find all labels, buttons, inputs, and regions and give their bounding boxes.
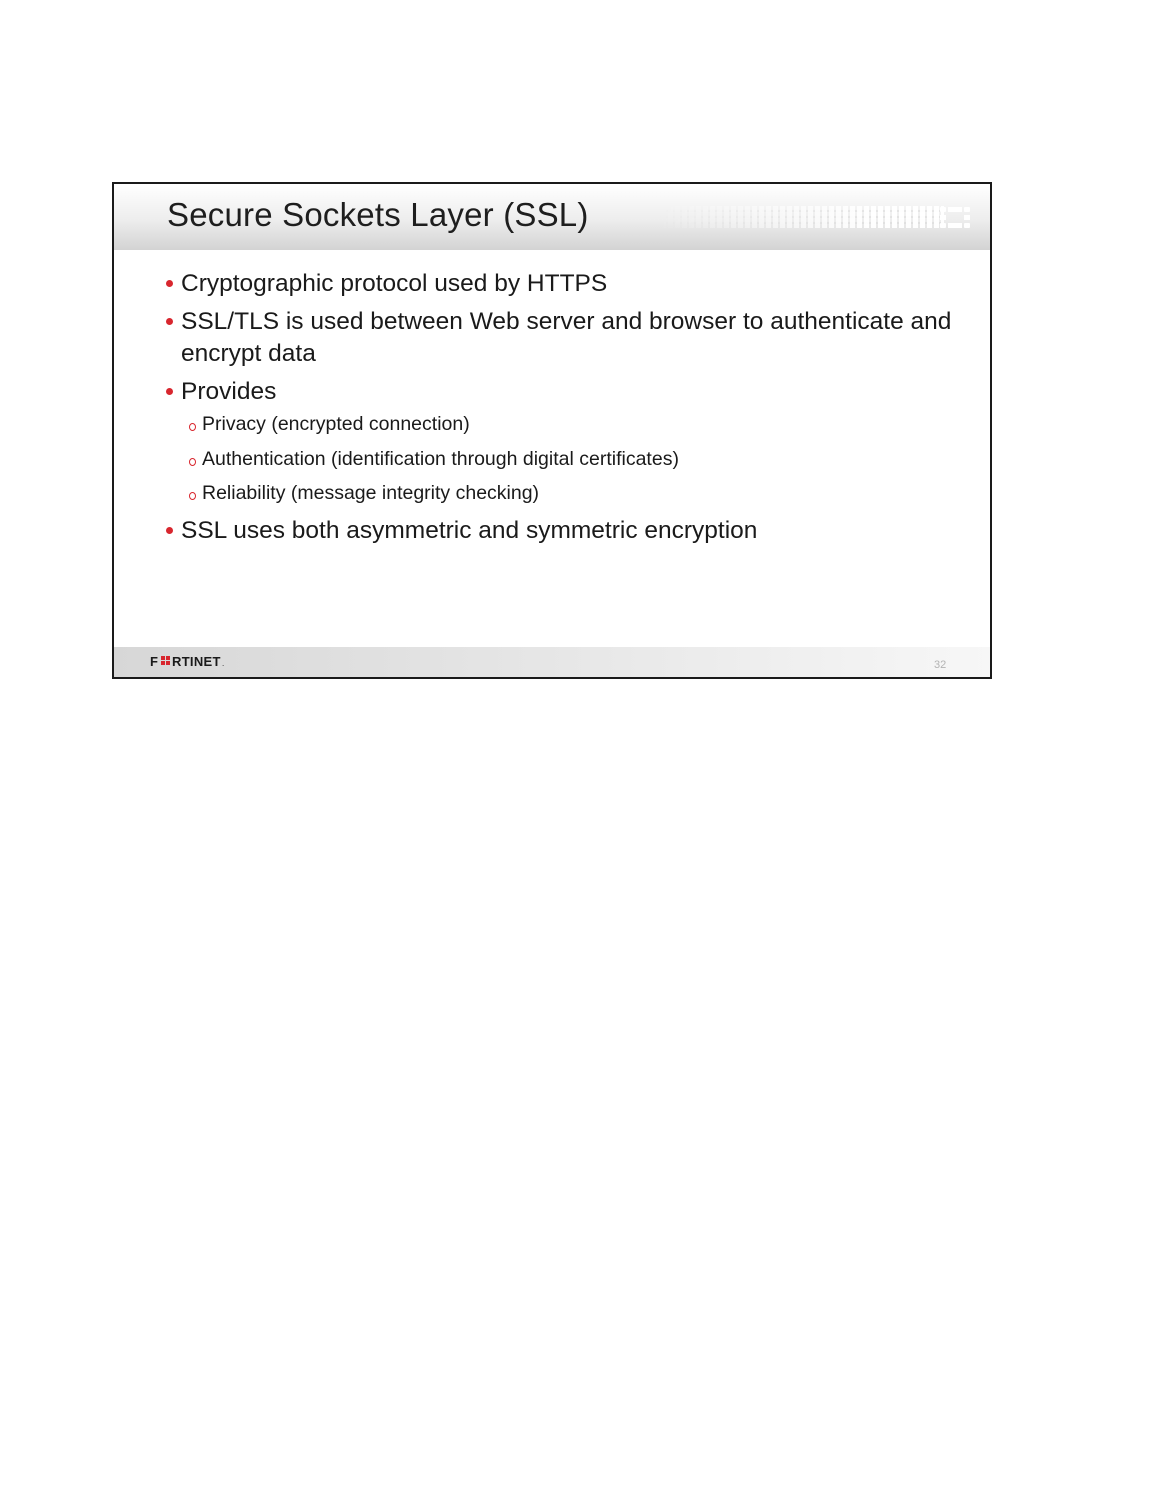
sub-bullet-ring-icon	[189, 492, 196, 500]
sub-bullet-text: Reliability (message integrity checking)	[202, 482, 540, 504]
svg-text:F: F	[150, 654, 159, 668]
bullet-text: SSL uses both asymmetric and symmetric encryption	[181, 516, 758, 544]
bullet-item	[166, 376, 966, 408]
fortinet-logo	[150, 654, 230, 668]
sub-bullet-item	[166, 480, 966, 506]
svg-text:.: .	[222, 659, 225, 668]
svg-text:RTINET: RTINET	[172, 654, 221, 668]
fortinet-brand-icon	[940, 207, 970, 228]
bullet-dot-icon	[166, 280, 173, 287]
bullet-text: Cryptographic protocol used by HTTPS	[181, 270, 608, 297]
slide-header	[114, 184, 990, 250]
header-dot-pattern	[654, 206, 944, 228]
slide-content	[166, 268, 966, 553]
bullet-dot-icon	[166, 527, 173, 534]
slide	[112, 182, 992, 679]
bullet-item	[166, 268, 966, 300]
sub-bullet-ring-icon	[189, 458, 196, 466]
sub-bullet-item	[166, 411, 966, 437]
bullet-item	[166, 306, 966, 370]
slide-title: Secure Sockets Layer (SSL)	[167, 196, 589, 233]
slide-footer	[114, 647, 990, 677]
bullet-item	[166, 515, 966, 547]
sub-bullet-list	[166, 411, 966, 506]
bullet-text: Provides	[181, 378, 277, 405]
sub-bullet-ring-icon	[189, 423, 196, 431]
bullet-dot-icon	[166, 388, 173, 395]
page-number: 32	[934, 659, 947, 671]
sub-bullet-text: Privacy (encrypted connection)	[202, 413, 470, 435]
bullet-text: SSL/TLS is used between Web server and browser to authenticate and encrypt data	[181, 308, 952, 367]
sub-bullet-text: Authentication (identification through digital certificates)	[202, 447, 679, 470]
bullet-dot-icon	[166, 318, 173, 325]
sub-bullet-item	[166, 446, 966, 472]
